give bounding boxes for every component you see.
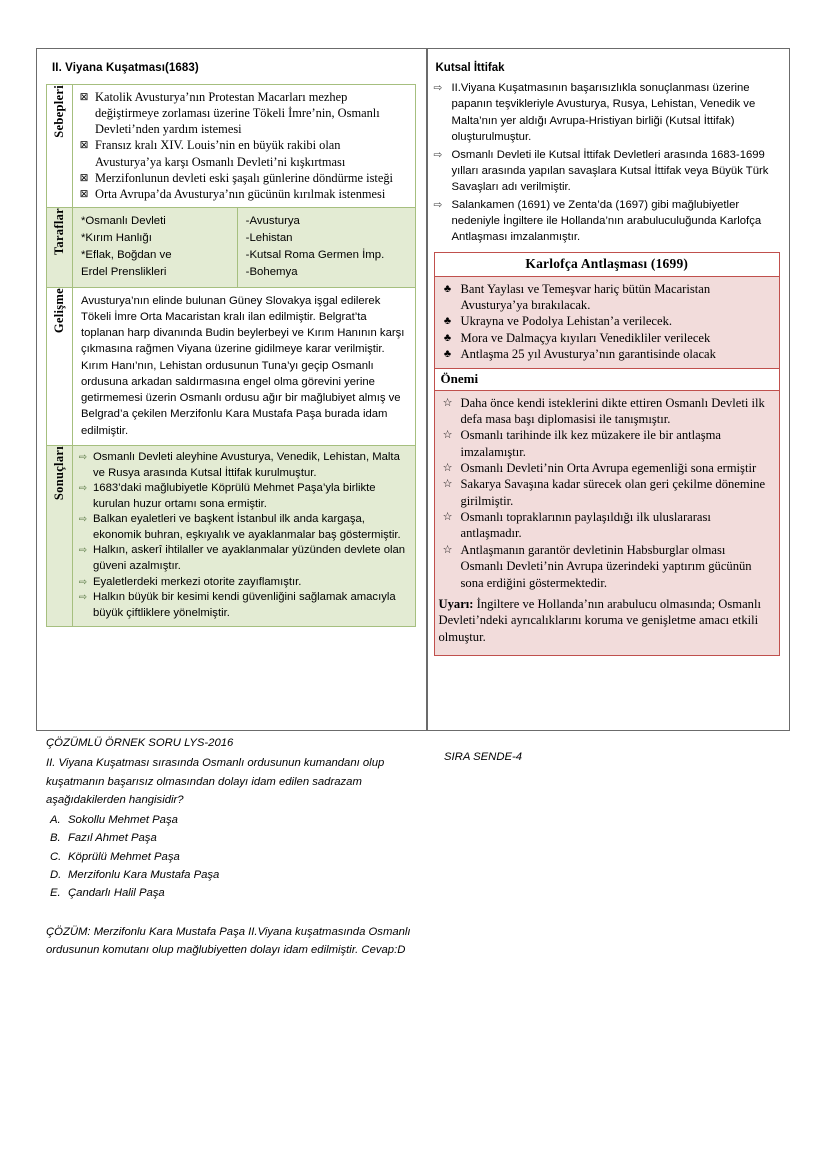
choice-a[interactable] [46, 811, 416, 829]
choice-text: Merzifonlu Kara Mustafa Paşa [68, 869, 220, 882]
star-bullet-icon: ☆ [442, 511, 453, 524]
list-item [73, 590, 410, 621]
list-item [435, 281, 774, 314]
list-item-text: Mora ve Dalmaçya kıyıları Venedikliler verilecek [460, 330, 711, 345]
list-item [73, 450, 410, 481]
left-column [36, 48, 426, 731]
list-item [73, 186, 409, 202]
choice-letter: C. [50, 850, 62, 863]
onemi-list [435, 395, 774, 591]
bottom-left-column [36, 734, 426, 959]
sonuclari-list [73, 446, 415, 626]
list-item-text: Salankamen (1691) ve Zenta’da (1697) gibi mağlubiyetler nedeniyle İngiltere ile Hollanda’nın arabuluculuğunda Karlofça Antlaşması imzalanmıştır. [451, 198, 762, 244]
list-item [434, 197, 781, 246]
sira-sende-label: SIRA SENDE-4 [444, 751, 523, 763]
row-label-sonuclari [47, 445, 73, 626]
list-item [435, 346, 774, 362]
table-row-sebepleri [47, 85, 416, 208]
arrow-bullet-icon: ⇨ [78, 592, 88, 604]
side-a-item: *Kırım Hanlığı [81, 231, 152, 244]
table-row-taraflar [47, 208, 416, 288]
question-stem: II. Viyana Kuşatması sırasında Osmanlı ordusunun kumandanı olup kuşatmanın başarısız olmasından dolayı idam edilen sadrazam aşağıdakilerden hangisidir? [46, 757, 385, 806]
list-item [435, 427, 774, 460]
page-title: II. Viyana Kuşatması(1683) [52, 62, 199, 74]
list-item [73, 512, 410, 543]
club-bullet-icon: ♣ [443, 348, 452, 361]
list-item-text: Ukrayna ve Podolya Lehistan’a verilecek. [460, 314, 673, 329]
list-item [73, 575, 410, 591]
karlofca-body [434, 277, 781, 369]
list-item-text: Halkın, askerî ihtilaller ve ayaklanmalar yüzünden devlete olan güveni azalmıştır. [93, 544, 406, 572]
star-bullet-icon: ☆ [442, 478, 453, 491]
list-item [73, 481, 410, 512]
taraflar-side-a [73, 208, 237, 287]
onemi-heading: Önemi [434, 369, 781, 391]
viyana-kusatmasi-table [46, 84, 416, 627]
list-item-text: Halkın büyük bir kesimi kendi güvenliğini sağlamak amacıyla büyük çiftliklere yönelmiştir. [93, 591, 396, 619]
row-label-taraflar [47, 208, 73, 288]
list-item-text: Antlaşmanın garantör devletinin Habsburglar olması Osmanlı Devleti’nin Avrupa üzerindeki yaptırım gücünün sona erdiğini göstermektedir. [460, 542, 752, 590]
list-item [73, 137, 409, 169]
table-row-sonuclari [47, 445, 416, 626]
arrow-bullet-icon: ⇨ [78, 545, 88, 557]
choice-c[interactable] [46, 848, 416, 866]
uyari-label: Uyarı: [438, 596, 474, 611]
choice-text: Fazıl Ahmet Paşa [68, 832, 157, 845]
list-item [73, 170, 409, 186]
list-item-text: Orta Avrupa’da Avusturya’nın gücünün kırılmak istenmesi [95, 186, 386, 201]
list-item-text: Daha önce kendi isteklerini dikte ettiren Osmanlı Devleti ilk defa masa başı diplomasisi ile tanışmıştır. [460, 395, 765, 426]
list-item-text: Osmanlı Devleti ile Kutsal İttifak Devletleri arasında 1683-1699 yılları arasında yapılan savaşlara Kutsal İttifak veya Büyük Türk Savaşları adı verilmiştir. [451, 148, 769, 194]
side-a-item: Erdel Prenslikleri [81, 265, 167, 278]
taraflar-sides-row [73, 208, 415, 287]
sebepleri-list [73, 85, 415, 207]
choice-letter: E. [50, 887, 61, 900]
choice-b[interactable] [46, 829, 416, 847]
cell-sonuclari [73, 445, 416, 626]
uyari-text: İngiltere ve Hollanda’nın arabulucu olmasında; Osmanlı Devleti’ndeki ayrıcalıklarını koruma ve genişletme amacı etkili olmuştur. [438, 596, 761, 645]
list-item-text: Osmanlı Devleti’nin Orta Avrupa egemenliği sona ermiştir [460, 460, 757, 475]
arrow-bullet-icon: ⇨ [78, 451, 88, 463]
karlofca-list [435, 281, 774, 363]
answer-choices [46, 811, 416, 902]
choice-d[interactable] [46, 866, 416, 884]
row-label-gelisme [47, 287, 73, 445]
list-item-text: Sakarya Savaşına kadar sürecek olan geri çekilme dönemine girilmiştir. [460, 477, 766, 508]
list-item [435, 542, 774, 591]
choice-letter: D. [50, 869, 62, 882]
list-item [434, 147, 781, 196]
list-item [434, 80, 781, 146]
kutsal-ittifak-list [434, 80, 781, 246]
list-item [73, 543, 410, 574]
list-item [435, 509, 774, 542]
taraflar-sides-table [73, 208, 415, 287]
cell-taraflar [73, 208, 416, 288]
arrow-bullet-icon: ⇨ [433, 82, 443, 94]
list-item-text: Merzifonlunun devleti eski şaşalı günlerine döndürme isteği [95, 170, 393, 185]
box-x-bullet-icon: ⊠ [79, 140, 89, 152]
taraflar-side-b [237, 208, 415, 287]
club-bullet-icon: ♣ [443, 315, 452, 328]
star-bullet-icon: ☆ [442, 396, 453, 409]
uyari-note [435, 591, 774, 650]
club-bullet-icon: ♣ [443, 282, 452, 295]
list-item [435, 476, 774, 509]
list-item-text: Antlaşma 25 yıl Avusturya’nın garantisinde olacak [460, 347, 716, 362]
list-item-text: Osmanlı Devleti aleyhine Avusturya, Venedik, Lehistan, Malta ve Rusya arasında Kutsal İttifak kurulmuştur. [93, 450, 400, 479]
list-item-text: II.Viyana Kuşatmasının başarısızlıkla sonuçlanması üzerine papanın teşvikleriyle Avusturya, Rusya, Lehistan, Venedik ve Malta’nın yer aldığı Avrupa-Hristiyan birliği (Kutsal İttifak) oluşturulmuştur. [451, 82, 756, 144]
list-item [435, 313, 774, 329]
list-item-text: Katolik Avusturya’nın Protestan Macarları mezhep değiştirmeye zorlaması üzerine Tökeli İmre’nin, Osmanlı Devleti’nden yardım istemesi [95, 90, 380, 137]
row-label-gelisme-text: Gelişme [52, 287, 66, 333]
right-column [428, 48, 791, 731]
exercise-label: ÇÖZÜMLÜ ÖRNEK SORU LYS-2016 [46, 737, 234, 749]
row-label-sonuclari-text: Sonuçları [52, 445, 66, 501]
karlofca-heading: Karlofça Antlaşması (1699) [434, 252, 781, 277]
star-bullet-icon: ☆ [442, 543, 453, 556]
list-item-text: Osmanlı tarihinde ilk kez müzakere ile bir antlaşma imzalamıştır. [460, 428, 722, 459]
choice-letter: B. [50, 832, 61, 845]
star-bullet-icon: ☆ [442, 429, 453, 442]
list-item-text: Eyaletlerdeki merkezi otorite zayıflamıştır. [93, 575, 302, 588]
side-a-item: *Eflak, Boğdan ve [81, 248, 172, 261]
list-item-text: 1683’daki mağlubiyetle Köprülü Mehmet Paşa’yla birlikte kurulan huzur ortamı sona ermiştir. [93, 482, 376, 510]
list-item [435, 395, 774, 428]
arrow-bullet-icon: ⇨ [433, 198, 443, 211]
bottom-right-column [426, 734, 790, 959]
list-item [435, 460, 774, 476]
box-x-bullet-icon: ⊠ [79, 172, 89, 184]
two-column-layout [36, 48, 790, 731]
table-row-gelisme [47, 287, 416, 445]
solution-text: ÇÖZÜM: Merzifonlu Kara Mustafa Paşa II.Viyana kuşatmasında Osmanlı ordusunun komutanı olup mağlubiyetten dolayı idam edilmiştir. Cevap:D [46, 925, 411, 956]
box-x-bullet-icon: ⊠ [79, 92, 89, 103]
cell-gelisme [73, 287, 416, 445]
cell-sebepleri [73, 85, 416, 208]
arrow-bullet-icon: ⇨ [433, 148, 443, 161]
side-a-item: *Osmanlı Devleti [81, 215, 166, 228]
arrow-bullet-icon: ⇨ [78, 483, 88, 495]
list-item-text: Bant Yaylası ve Temeşvar hariç bütün Macaristan Avusturya’ya bırakılacak. [460, 281, 711, 313]
arrow-bullet-icon: ⇨ [78, 514, 88, 526]
choice-e[interactable] [46, 884, 416, 902]
row-label-sebepleri [47, 85, 73, 208]
side-b-item: -Lehistan [245, 231, 293, 244]
kutsal-ittifak-heading: Kutsal İttifak [435, 62, 505, 74]
choice-text: Sokollu Mehmet Paşa [68, 814, 178, 827]
row-label-sebepleri-text: Sebepleri [52, 85, 66, 138]
choice-letter: A. [50, 814, 61, 827]
box-x-bullet-icon: ⊠ [79, 188, 89, 200]
side-b-item: -Bohemya [245, 265, 298, 278]
list-item [435, 330, 774, 346]
choice-text: Köprülü Mehmet Paşa [68, 850, 180, 863]
row-label-taraflar-text: Taraflar [52, 208, 66, 256]
list-item [73, 89, 409, 137]
club-bullet-icon: ♣ [443, 331, 452, 344]
bottom-section [36, 734, 790, 959]
side-b-item: -Kutsal Roma Germen İmp. [245, 248, 385, 261]
choice-text: Çandarlı Halil Paşa [68, 887, 165, 900]
list-item-text: Osmanlı topraklarının paylaşıldığı ilk uluslararası antlaşmadır. [460, 510, 711, 541]
list-item-text: Fransız kralı XIV. Louis’nin en büyük rakibi olan Avusturya’ya karşı Osmanlı Devleti’ni kışkırtması [95, 138, 346, 169]
arrow-bullet-icon: ⇨ [78, 576, 88, 588]
gelisme-paragraph: Avusturya’nın elinde bulunan Güney Slovakya işgal edilerek Tökeli İmre Orta Macaristan kralı ilan edilmiştir. Belgrat’ta toplanan harp divanında Budin beylerbeyi ve Kırım Hanının karşı çıkmasına rağmen Viyana üzerine gidilmeye karar verilmiştir. Kırım Hanı’nın, Lehistan ordusunun Tuna’yı geçip Osmanlı ordusuna arkadan saldırmasına engel olma görevini yerine getirmemesi üzerin Osmanlı ordusu ağır bir mağlubiyet almış ve Belgrad’a çekilen Merzifonlu Kara Mustafa Paşa burada idam edilmiştir. [81, 294, 405, 437]
star-bullet-icon: ☆ [442, 461, 453, 474]
onemi-body [434, 391, 781, 656]
side-b-item: -Avusturya [245, 215, 300, 228]
list-item-text: Balkan eyaletleri ve başkent İstanbul ilk anda kargaşa, ekonomik buhran, eşkıyalık ve ayaklanmalar baş göstermiştir. [93, 513, 401, 541]
